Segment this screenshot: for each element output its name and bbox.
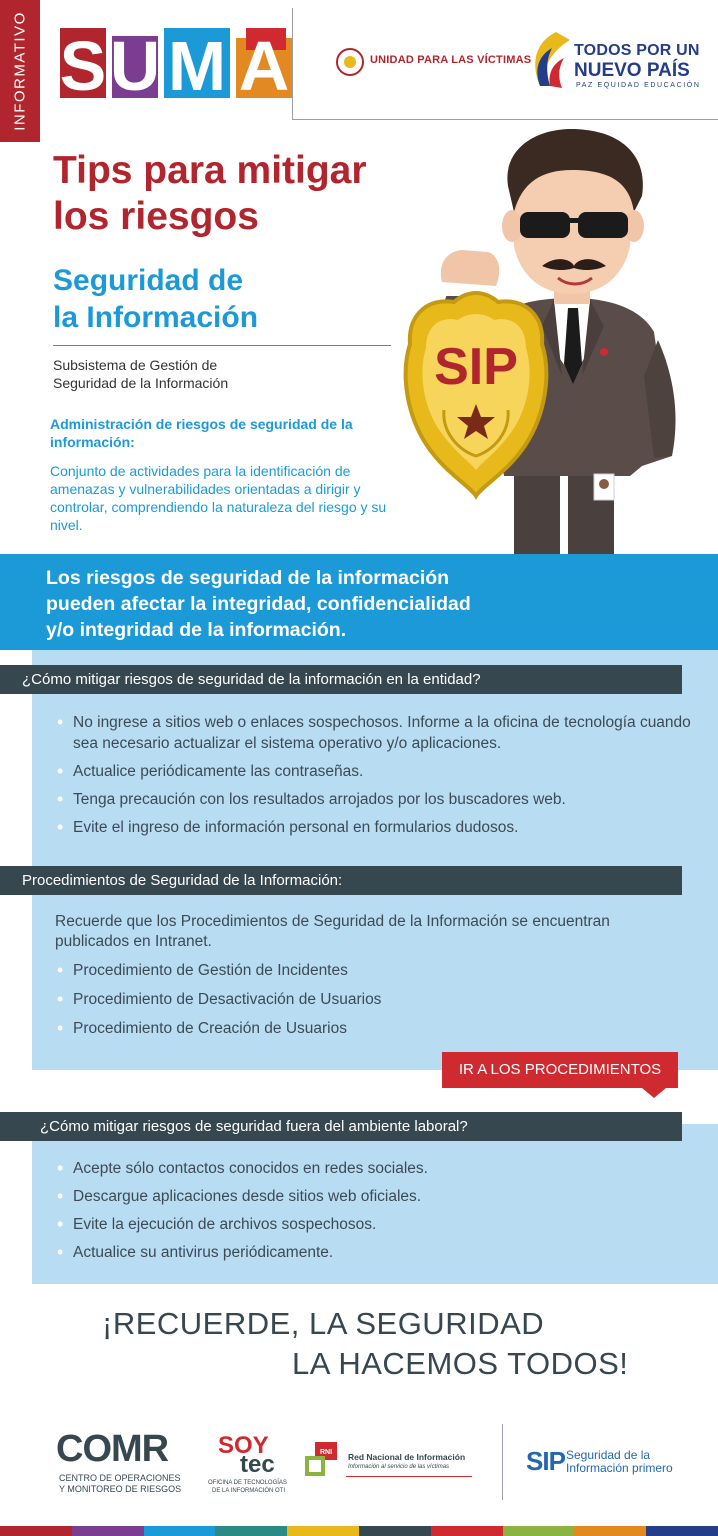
color-strip-segment — [646, 1526, 718, 1536]
gov-slogan-line3: PAZ EQUIDAD EDUCACIÓN — [576, 82, 701, 89]
rni-title: Red Nacional de Información — [348, 1452, 466, 1462]
soytec-caption-line1: OFICINA DE TECNOLOGÍAS — [208, 1480, 287, 1486]
suma-logo — [56, 26, 296, 100]
color-strip-segment — [503, 1526, 575, 1536]
logo-letter-m: M — [167, 27, 227, 100]
footer-color-strip — [0, 1526, 718, 1536]
list-item: • Acepte sólo contactos conocidos en redes sociales. — [55, 1158, 675, 1179]
logo-letter-s: S — [59, 27, 107, 100]
unidad-victimas-name: UNIDAD PARA LAS VÍCTIMAS — [370, 54, 532, 66]
color-strip-segment — [72, 1526, 144, 1536]
sunglasses-icon — [520, 212, 570, 238]
flag-swoosh-icon — [526, 28, 574, 92]
outside-tips-list — [55, 1158, 675, 1270]
sip-logo: SIP — [526, 1446, 565, 1476]
list-item: • Actualice periódicamente las contraseñas. — [55, 761, 695, 782]
subsystem-label — [53, 356, 313, 392]
subtitle-divider — [53, 345, 391, 346]
list-item: • Procedimiento de Gestión de Incidentes — [55, 960, 675, 981]
color-strip-segment — [574, 1526, 646, 1536]
key-message-line-3: y/o integridad de la información. — [46, 619, 347, 641]
rni-logo-icon — [305, 1442, 339, 1478]
title-line-2: los riesgos — [53, 195, 259, 238]
list-item: • Evite el ingreso de información personal en formularios dudosos. — [55, 817, 695, 838]
definition-heading: Administración de riesgos de seguridad de la información: — [50, 416, 353, 450]
page-subtitle — [53, 262, 373, 336]
informativo-label: INFORMATIVO — [11, 11, 29, 131]
entity-tips-list — [55, 712, 695, 838]
logo-letter-u: U — [109, 27, 161, 100]
rni-divider — [346, 1476, 472, 1477]
key-message-line-2: pueden afectar la integridad, confidencialidad — [46, 593, 471, 615]
comr-logo: COMR — [56, 1428, 169, 1470]
color-strip-segment — [215, 1526, 287, 1536]
subtitle-line-2: la Información — [53, 301, 259, 334]
list-item: • Tenga precaución con los resultados arrojados por los buscadores web. — [55, 789, 695, 810]
key-message-line-1: Los riesgos de seguridad de la información — [46, 567, 450, 589]
color-strip-segment — [431, 1526, 503, 1536]
list-item: • Procedimiento de Desactivación de Usuarios — [55, 989, 675, 1010]
list-item: • Evite la ejecución de archivos sospechosos. — [55, 1214, 675, 1235]
soytec-caption-line2: DE LA INFORMACIÓN OTI — [212, 1488, 286, 1494]
sip-caption-line1: Seguridad de la — [566, 1448, 651, 1462]
soytec-logo-soy: SOY — [218, 1432, 269, 1459]
sip-caption-line2: Información primero — [566, 1461, 673, 1475]
color-strip-segment — [359, 1526, 431, 1536]
subsystem-line-1: Subsistema de Gestión de — [53, 357, 218, 373]
subsystem-line-2: Seguridad de la Información — [53, 375, 229, 391]
header-divider-vertical — [292, 8, 293, 120]
procedures-intro: Recuerde que los Procedimientos de Seguridad de la Información se encuentran publicados en Intranet. — [55, 913, 610, 950]
rni-badge-label: RNI — [319, 1449, 333, 1456]
procedures-list — [55, 960, 675, 1047]
rni-subtitle: Información al servicio de las víctimas — [348, 1464, 450, 1470]
list-item: • Descargue aplicaciones desde sitios web oficiales. — [55, 1186, 675, 1207]
comr-caption-line1: CENTRO DE OPERACIONES — [59, 1473, 181, 1483]
procedures-link-button[interactable]: IR A LOS PROCEDIMIENTOS — [442, 1052, 678, 1088]
color-strip-segment — [287, 1526, 359, 1536]
list-item: • No ingrese a sitios web o enlaces sospechosos. Informe a la oficina de tecnología cuando sea necesario actualizar el sistema operativo y/o aplicaciones. — [55, 712, 695, 754]
procedures-heading: Procedimientos de Seguridad de la Información: — [0, 866, 682, 895]
procedures-button-pointer — [642, 1088, 666, 1098]
lapel-pin-icon — [600, 348, 608, 356]
entity-tips-heading: ¿Cómo mitigar riesgos de seguridad de la información en la entidad? — [0, 665, 682, 694]
logo-letter-a: A — [238, 27, 290, 100]
agent-fist — [441, 250, 499, 286]
header-divider-horizontal — [292, 119, 718, 120]
definition-text: Conjunto de actividades para la identificación de amenazas y vulnerabilidades orientadas a dirigir y controlar, comprendiendo la naturaleza del riesgo y su nivel. — [50, 463, 387, 533]
list-item: • Procedimiento de Creación de Usuarios — [55, 1018, 675, 1039]
gov-slogan-line2: NUEVO PAÍS — [574, 60, 690, 81]
key-message-text — [46, 565, 516, 643]
comr-caption-line2: Y MONITOREO DE RIESGOS — [59, 1484, 182, 1494]
title-line-1: Tips para mitigar — [53, 149, 367, 192]
footer-divider — [502, 1424, 503, 1500]
closing-line-1: ¡RECUERDE, LA SEGURIDAD — [102, 1306, 545, 1341]
soytec-logo-tec: tec — [240, 1451, 275, 1478]
informativo-tab — [0, 0, 40, 142]
security-agent-illustration — [372, 126, 692, 606]
color-strip-segment — [144, 1526, 216, 1536]
gov-slogan-line1: TODOS POR UN — [574, 42, 700, 59]
closing-line-2: LA HACEMOS TODOS! — [292, 1346, 629, 1381]
sip-badge-label: SIP — [434, 338, 518, 396]
list-item: • Actualice su antivirus periódicamente. — [55, 1242, 675, 1263]
colombia-seal-icon — [336, 48, 364, 76]
page-title — [53, 148, 413, 240]
color-strip-segment — [0, 1526, 72, 1536]
subtitle-line-1: Seguridad de — [53, 264, 244, 297]
outside-tips-heading: ¿Cómo mitigar riesgos de seguridad fuera del ambiente laboral? — [0, 1112, 682, 1141]
